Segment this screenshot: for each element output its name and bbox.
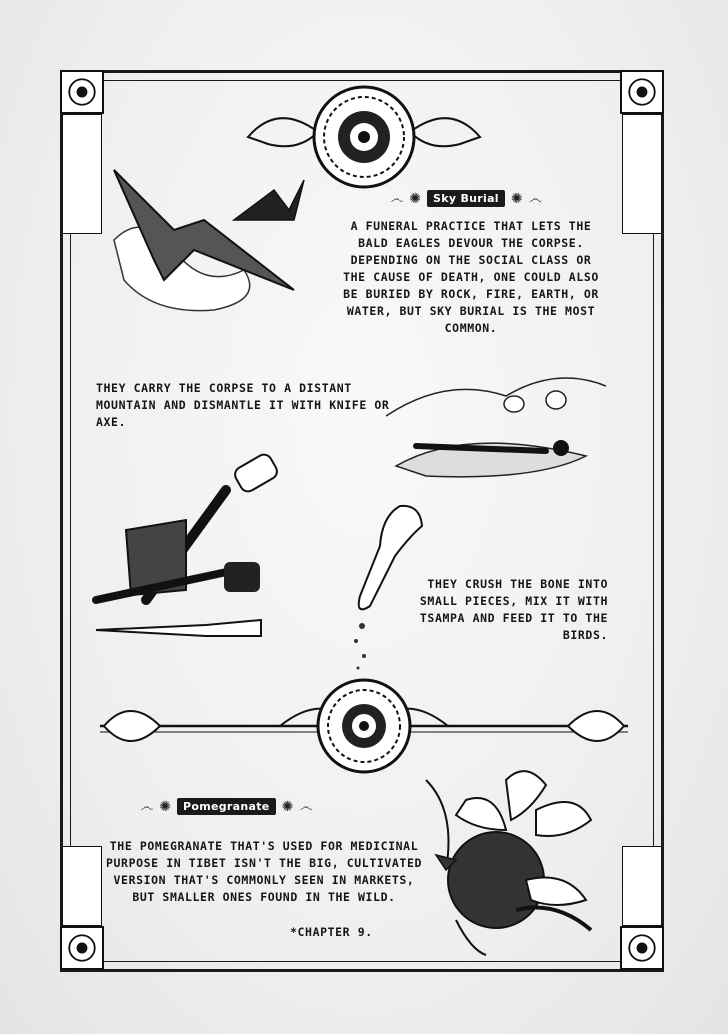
heading-dot-left: ✺ xyxy=(159,798,172,815)
sky-burial-title: Sky Burial xyxy=(427,190,505,207)
left-border-panel-bottom xyxy=(62,846,102,926)
carry-corpse-caption: THEY CARRY THE CORPSE TO A DISTANT MOUNTAIN AND DISMANTLE IT WITH KNIFE OR AXE. xyxy=(96,381,390,429)
sky-burial-heading xyxy=(390,190,542,207)
heading-dot-right: ✺ xyxy=(281,798,294,815)
heading-dot-left: ✺ xyxy=(409,190,422,207)
heading-dot-right: ✺ xyxy=(510,190,523,207)
heading-swirl-left: ෴ xyxy=(140,798,154,815)
corner-ornament-bottom-right xyxy=(620,926,664,970)
right-border-panel-top xyxy=(622,114,662,234)
heading-swirl-left: ෴ xyxy=(390,190,404,207)
heading-swirl-right: ෴ xyxy=(299,798,313,815)
pomegranate-title: Pomegranate xyxy=(177,798,276,815)
right-border-panel-bottom xyxy=(622,846,662,926)
corner-ornament-top-right xyxy=(620,70,664,114)
crush-bone-caption: THEY CRUSH THE BONE INTO SMALL PIECES, MIX IT WITH TSAMPA AND FEED IT TO THE BIRDS. xyxy=(419,577,608,642)
pomegranate-description: THE POMEGRANATE THAT'S USED FOR MEDICINAL PURPOSE IN TIBET ISN'T THE BIG, CULTIVATED VERSION THAT'S COMMONLY SEEN IN MARKETS, BUT SMALLER ONES FOUND IN THE WILD. xyxy=(106,839,422,904)
eagles-illustration xyxy=(94,150,334,330)
axe-and-knife-illustration xyxy=(86,450,296,650)
corner-ornament-bottom-left xyxy=(60,926,104,970)
heading-swirl-right: ෴ xyxy=(528,190,542,207)
sky-burial-intro-text: A FUNERAL PRACTICE THAT LETS THE BALD EAGLES DEVOUR THE CORPSE. DEPENDING ON THE SOCIAL CLASS OR THE CAUSE OF DEATH, ONE COULD ALSO BE BURIED BY ROCK, FIRE, EARTH, OR WATER, BUT SKY BURIAL IS THE MOST COMMON. xyxy=(343,219,599,335)
mountain-corpse-illustration xyxy=(386,356,606,486)
chapter-footnote: *CHAPTER 9. xyxy=(290,925,373,939)
pomegranate-heading xyxy=(140,798,313,815)
corner-ornament-top-left xyxy=(60,70,104,114)
pomegranate-illustration xyxy=(416,760,606,960)
